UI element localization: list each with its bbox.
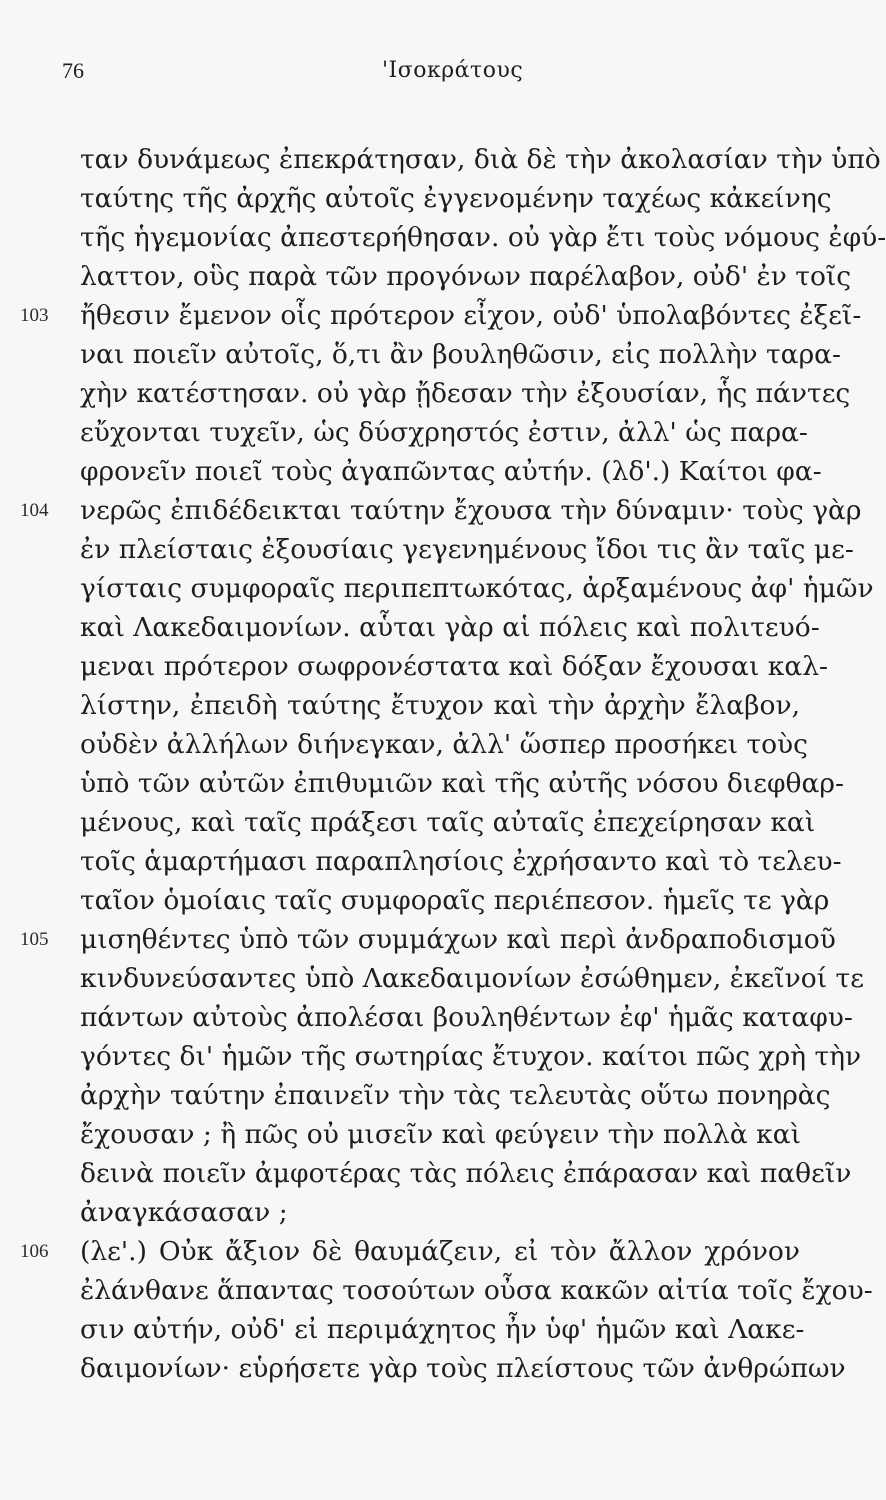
- text-line: [0, 218, 886, 257]
- text-line: [0, 998, 881, 1037]
- text-line: [0, 452, 881, 491]
- text-line: [0, 179, 881, 218]
- line-text: ὑπὸ τῶν αὐτῶν ἐπιθυμιῶν καὶ τῆς αὐτῆς νόσου διεφθαρ-: [80, 768, 844, 799]
- text-line: [0, 725, 881, 764]
- line-text: ἀρχὴν ταύτην ἐπαινεῖν τὴν τὰς τελευτὰς οὕτω πονηρὰς: [80, 1080, 831, 1111]
- line-text: χὴν κατέστησαν. οὐ γὰρ ᾔδεσαν τὴν ἐξουσίαν, ἧς πάντες: [80, 378, 851, 409]
- text-line: [0, 335, 881, 374]
- text-line: [0, 413, 881, 452]
- line-text: φρονεῖν ποιεῖ τοὺς ἀγαπῶντας αὐτήν. (λδ'.) Καίτοι φα-: [80, 456, 822, 487]
- line-text: ἤθεσιν ἔμενον οἷς πρότερον εἶχον, οὐδ' ὑπολαβόντες ἐξεῖ-: [80, 300, 862, 331]
- text-line: [0, 1232, 881, 1271]
- page-number: 76: [62, 58, 84, 83]
- text-line: [0, 1349, 881, 1388]
- section-number: 103: [20, 305, 49, 326]
- text-line: [0, 959, 881, 998]
- line-text: ναι ποιεῖν αὐτοῖς, ὅ,τι ἂν βουληθῶσιν, εἰς πολλὴν ταρα-: [80, 339, 842, 370]
- line-text: κινδυνεύσαντες ὑπὸ Λακεδαιμονίων ἐσώθημεν, ἐκεῖνοί τε: [80, 963, 864, 994]
- line-text: (λε'.) Οὐκ ἄξιον δὲ θαυμάζειν, εἰ τὸν ἄλλον χρόνον: [80, 1236, 800, 1267]
- line-text: νερῶς ἐπιδέδεικται ταύτην ἔχουσα τὴν δύναμιν· τοὺς γὰρ: [80, 495, 862, 526]
- line-text: ἔχουσαν ; ἢ πῶς οὐ μισεῖν καὶ φεύγειν τὴν πολλὰ καὶ: [80, 1119, 801, 1150]
- line-text: ταύτης τῆς ἀρχῆς αὐτοῖς ἐγγενομένην ταχέως κἀκείνης: [80, 183, 832, 214]
- line-text: τοῖς ἁμαρτήμασι παραπλησίοις ἐχρήσαντο καὶ τὸ τελευ-: [80, 846, 842, 877]
- text-body: [0, 140, 886, 1388]
- line-text: ἐν πλείσταις ἐξουσίαις γεγενημένους ἴδοι τις ἂν ταῖς με-: [80, 534, 854, 565]
- line-text: τῆς ἡγεμονίας ἀπεστερήθησαν. οὐ γὰρ ἔτι τοὺς νόμους ἐφύ-: [80, 222, 886, 253]
- line-text: ἐλάνθανε ἅπαντας τοσούτων οὖσα κακῶν αἰτία τοῖς ἔχου-: [80, 1275, 873, 1306]
- line-text: ταν δυνάμεως ἐπεκράτησαν, διὰ δὲ τὴν ἀκολασίαν τὴν ὑπὸ: [80, 144, 881, 175]
- text-line: [0, 257, 881, 296]
- text-line: [0, 764, 881, 803]
- line-text: δεινὰ ποιεῖν ἀμφοτέρας τὰς πόλεις ἐπάρασαν καὶ παθεῖν: [80, 1158, 852, 1189]
- line-text: καὶ Λακεδαιμονίων. αὗται γὰρ αἱ πόλεις καὶ πολιτευό-: [80, 612, 820, 643]
- running-head: [62, 58, 802, 92]
- line-text: γίσταις συμφοραῖς περιπεπτωκότας, ἀρξαμένους ἀφ' ἡμῶν: [80, 573, 874, 604]
- text-line: [0, 608, 881, 647]
- text-line: [0, 920, 881, 959]
- section-number: 105: [20, 929, 49, 950]
- section-number: 104: [20, 500, 49, 521]
- text-line: [0, 530, 881, 569]
- text-line: [0, 842, 881, 881]
- text-line: [0, 1271, 881, 1310]
- text-line: [0, 140, 881, 179]
- text-line: [0, 1310, 881, 1349]
- text-line: [0, 1115, 881, 1154]
- line-text: πάντων αὐτοὺς ἀπολέσαι βουληθέντων ἐφ' ἡμᾶς καταφυ-: [80, 1002, 853, 1033]
- text-line: [0, 647, 881, 686]
- text-line: [0, 296, 881, 335]
- line-text: λίστην, ἐπειδὴ ταύτης ἔτυχον καὶ τὴν ἀρχὴν ἔλαβον,: [80, 690, 800, 721]
- text-line: [0, 374, 881, 413]
- text-line: [0, 491, 881, 530]
- line-text: σιν αὐτήν, οὐδ' εἰ περιμάχητος ἦν ὑφ' ἡμῶν καὶ Λακε-: [80, 1314, 805, 1345]
- text-line: [0, 803, 881, 842]
- text-line: [0, 1154, 881, 1193]
- text-line: [0, 686, 881, 725]
- running-title: 'Ισοκράτους: [382, 58, 524, 83]
- text-line: [0, 1037, 881, 1076]
- line-text: εὔχονται τυχεῖν, ὡς δύσχρηστός ἐστιν, ἀλλ' ὡς παρα-: [80, 417, 808, 448]
- line-text: μένους, καὶ ταῖς πράξεσι ταῖς αὐταῖς ἐπεχείρησαν καὶ: [80, 807, 816, 838]
- text-line: [0, 1193, 881, 1232]
- text-line: [0, 1076, 881, 1115]
- line-text: λαττον, οὓς παρὰ τῶν προγόνων παρέλαβον, οὐδ' ἐν τοῖς: [80, 261, 852, 292]
- line-text: ταῖον ὁμοίαις ταῖς συμφοραῖς περιέπεσον. ἡμεῖς τε γὰρ: [80, 885, 830, 916]
- text-line: [0, 881, 881, 920]
- section-number: 106: [20, 1241, 49, 1262]
- line-text: ἀναγκάσασαν ;: [80, 1197, 288, 1228]
- line-text: οὐδὲν ἀλλήλων διήνεγκαν, ἀλλ' ὥσπερ προσήκει τοὺς: [80, 729, 809, 760]
- line-text: δαιμονίων· εὑρήσετε γὰρ τοὺς πλείστους τῶν ἀνθρώπων: [80, 1353, 846, 1384]
- line-text: μισηθέντες ὑπὸ τῶν συμμάχων καὶ περὶ ἀνδραποδισμοῦ: [80, 924, 836, 955]
- line-text: γόντες δι' ἡμῶν τῆς σωτηρίας ἔτυχον. καίτοι πῶς χρὴ τὴν: [80, 1041, 862, 1072]
- line-text: μεναι πρότερον σωφρονέστατα καὶ δόξαν ἔχουσαι καλ-: [80, 651, 828, 682]
- text-line: [0, 569, 881, 608]
